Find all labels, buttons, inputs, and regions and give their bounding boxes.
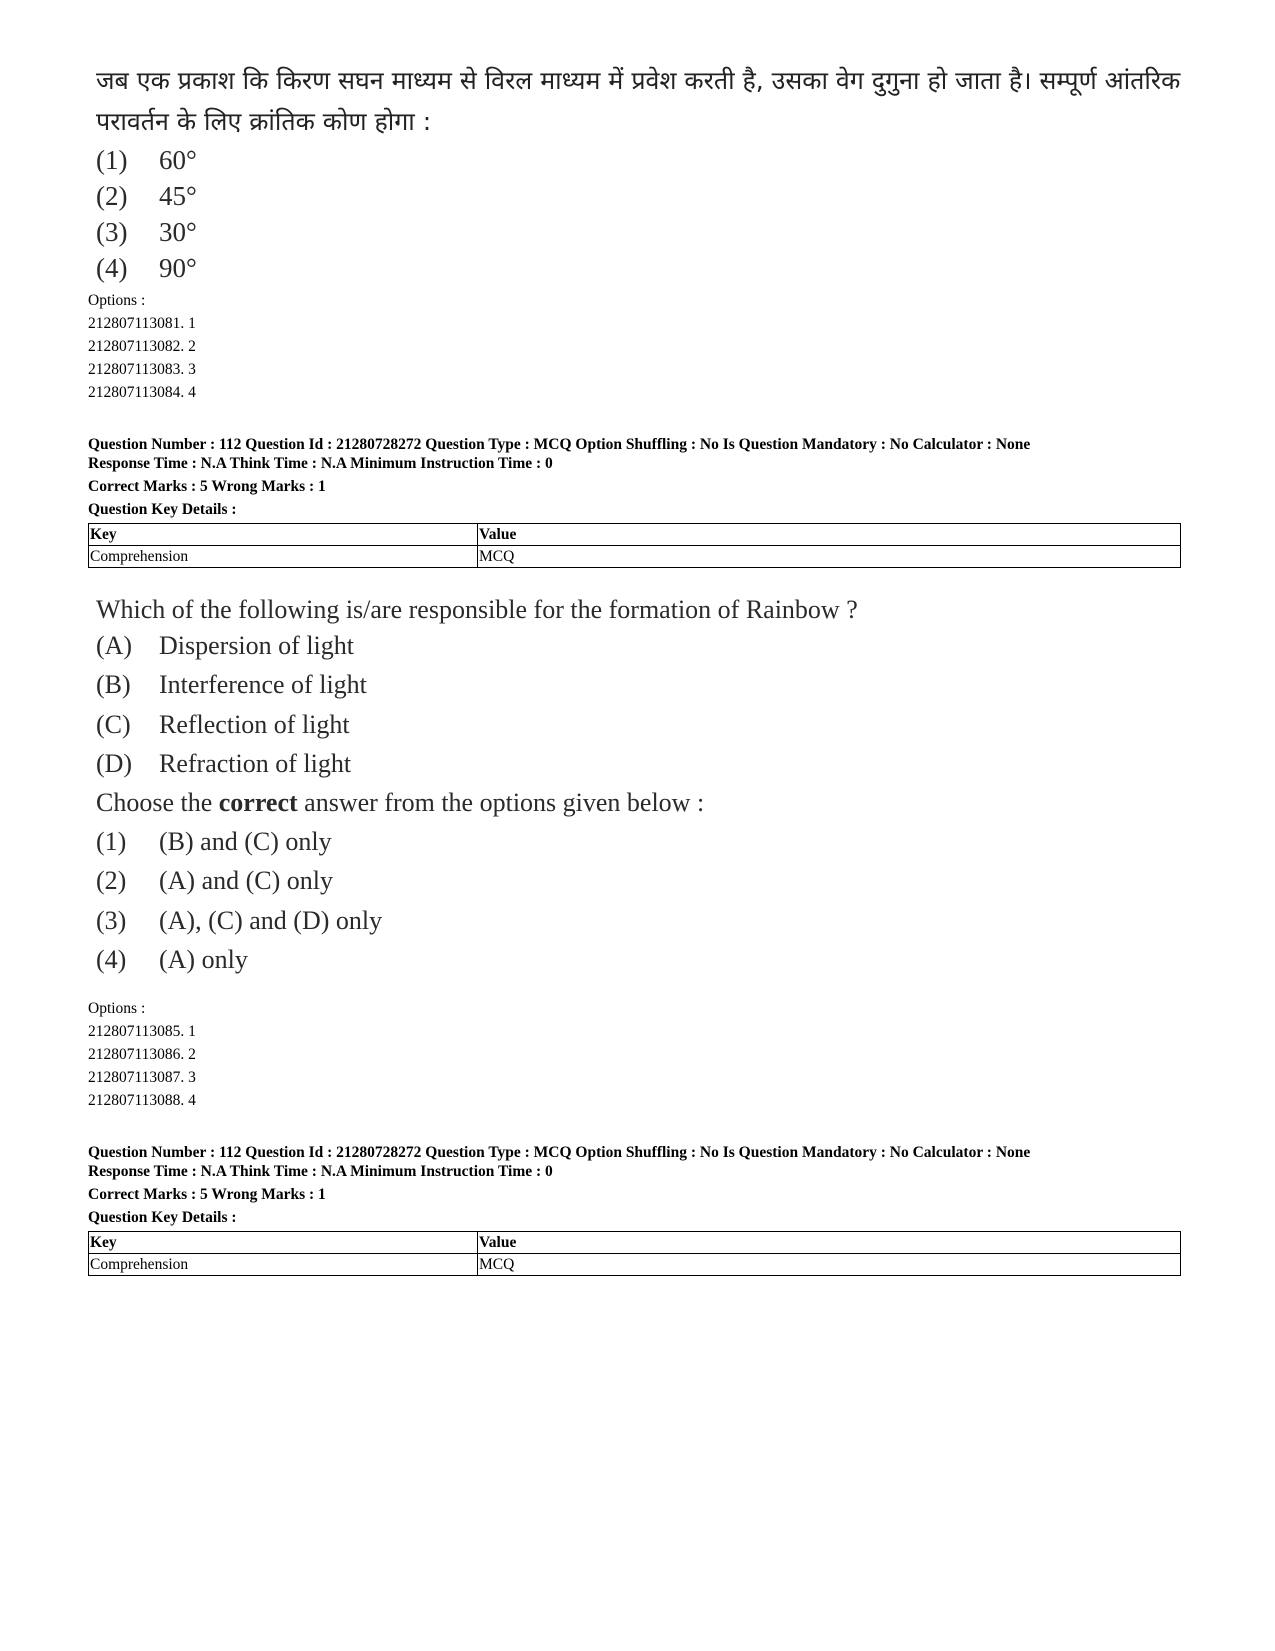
- choice-number: (4): [96, 253, 128, 283]
- table-row: [89, 546, 1181, 568]
- question-2-text: Which of the following is/are responsible for the formation of Rainbow ?: [96, 595, 858, 624]
- choice-text: 30°: [159, 217, 197, 247]
- choice-text: (A) and (C) only: [159, 866, 334, 895]
- timing-info-line: Response Time : N.A Think Time : N.A Minimum Instruction Time : 0: [88, 1163, 553, 1180]
- choice-text: (A), (C) and (D) only: [159, 906, 383, 935]
- option-id: 212807113083. 3: [88, 361, 196, 378]
- marks-line: Correct Marks : 5 Wrong Marks : 1: [88, 1186, 326, 1203]
- option-id: 212807113084. 4: [88, 384, 196, 401]
- statement-label: (D): [96, 749, 133, 778]
- choice-number: (3): [96, 217, 128, 247]
- value-cell: MCQ: [478, 546, 1181, 568]
- question-info-line: Question Number : 112 Question Id : 21280728272 Question Type : MCQ Option Shuffling : No Is Question Mandatory : No Calculator : None: [88, 1144, 1031, 1161]
- choose-instruction: Choose the correct answer from the options given below :: [96, 788, 705, 817]
- value-header: Value: [478, 524, 1181, 546]
- option-id: 212807113085. 1: [88, 1023, 196, 1040]
- key-details-label: Question Key Details :: [88, 501, 237, 518]
- option-id: 212807113088. 4: [88, 1092, 196, 1109]
- statement-label: (A): [96, 631, 133, 660]
- choice-text: 60°: [159, 145, 197, 175]
- statement-text: Dispersion of light: [159, 631, 354, 660]
- choice-number: (1): [96, 827, 127, 856]
- option-id: 212807113087. 3: [88, 1069, 196, 1086]
- question-info-line: Question Number : 112 Question Id : 21280728272 Question Type : MCQ Option Shuffling : No Is Question Mandatory : No Calculator : None: [88, 436, 1031, 453]
- value-header: Value: [478, 1232, 1181, 1254]
- table-header-row: [89, 1232, 1181, 1254]
- key-cell: Comprehension: [89, 546, 478, 568]
- timing-info-line: Response Time : N.A Think Time : N.A Minimum Instruction Time : 0: [88, 455, 553, 472]
- option-id: 212807113082. 2: [88, 338, 196, 355]
- question-key-table-2: [88, 1231, 1181, 1276]
- statement-text: Interference of light: [159, 670, 367, 699]
- key-header: Key: [89, 1232, 478, 1254]
- table-header-row: [89, 524, 1181, 546]
- statement-label: (B): [96, 670, 131, 699]
- key-cell: Comprehension: [89, 1254, 478, 1276]
- emphasis-correct: correct: [218, 788, 298, 817]
- marks-line: Correct Marks : 5 Wrong Marks : 1: [88, 478, 326, 495]
- choice-number: (3): [96, 906, 127, 935]
- choice-number: (2): [96, 181, 128, 211]
- choice-text: 45°: [159, 181, 197, 211]
- statement-text: Reflection of light: [159, 710, 350, 739]
- key-header: Key: [89, 524, 478, 546]
- table-row: [89, 1254, 1181, 1276]
- question-1-text: जब एक प्रकाश कि किरण सघन माध्यम से विरल माध्यम में प्रवेश करती है, उसका वेग दुगुना हो जाता है। सम्पूर्ण आंतरिक परावर्तन के लिए क्रांतिक कोण होगा :: [96, 66, 1181, 136]
- statement-label: (C): [96, 710, 131, 739]
- key-details-label: Question Key Details :: [88, 1209, 237, 1226]
- choice-text: 90°: [159, 253, 197, 283]
- value-cell: MCQ: [478, 1254, 1181, 1276]
- choice-number: (4): [96, 945, 127, 974]
- options-label: Options :: [88, 292, 146, 309]
- choice-number: (2): [96, 866, 127, 895]
- choice-text: (B) and (C) only: [159, 827, 332, 856]
- option-id: 212807113081. 1: [88, 315, 196, 332]
- option-id: 212807113086. 2: [88, 1046, 196, 1063]
- options-label: Options :: [88, 1000, 146, 1017]
- choice-number: (1): [96, 145, 128, 175]
- question-key-table-1: [88, 523, 1181, 568]
- choice-text: (A) only: [159, 945, 248, 974]
- statement-text: Refraction of light: [159, 749, 352, 778]
